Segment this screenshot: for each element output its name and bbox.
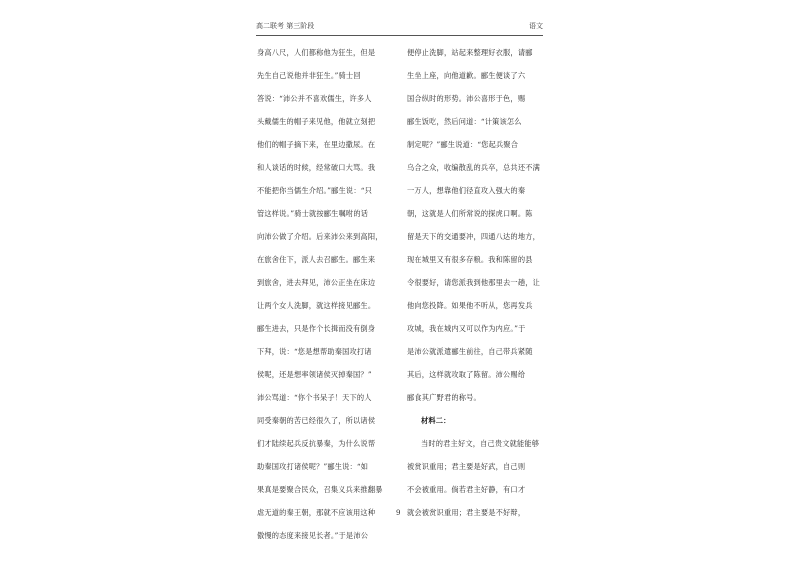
right-text-column [407,41,544,524]
text-line: 国合纵时的形势。沛公喜形于色，赐 [407,94,526,103]
text-line: 侯呢，还是想率领诸侯灭掉秦国？” [257,370,372,379]
text-line: 其后，这样就攻取了陈留。沛公赐给 [407,370,526,379]
text-line: 乌合之众，收编散乱的兵卒，总共还不满 [407,163,540,172]
page-number: 9 [396,509,401,517]
text-line: 在旅舍住下，派人去召郦生。郦生来 [257,255,376,264]
text-line: 是沛公就派遣郦生前往，自己带兵紧随 [407,347,533,356]
text-line: 就会被赏识重用；君主要是不好辩， [407,508,526,517]
text-line: 郦食其广野君的称号。 [407,393,481,402]
text-line: 让两个女人洗脚，就这样接见郦生。 [257,301,376,310]
text-line: 制定呢？”郦生说道：“您起兵聚合 [407,140,519,149]
text-line: 留是天下的交通要冲，四通八达的地方， [407,232,540,241]
text-line: 同受秦朝的苦已经很久了，所以诸侯 [257,416,376,425]
text-line: 身高八尺，人们都称他为狂生，但是 [257,48,376,57]
text-line: 被赏识重用；君主要是好武，自己则 [407,462,526,471]
text-line: 郦生饭吃，然后问道：“计策该怎么 [407,117,522,126]
text-line: 管这样说。”骑士就按郦生嘱咐的话 [257,209,369,218]
text-line: 他向您投降。如果他不听从，您再发兵 [407,301,533,310]
text-line: 先生自己说他并非狂生。”骑士回 [257,71,361,80]
page-header [256,21,543,36]
text-line: 攻城，我在城内又可以作为内应。”于 [407,324,526,333]
header-left-text: 高二联考 第三阶段 [256,22,315,30]
text-line: 现在城里又有很多存粮。我和陈留的县 [407,255,533,264]
text-line: 向沛公做了介绍。后来沛公来到高阳， [257,232,383,241]
text-line: 令很要好，请您派我到他那里去一趟，让 [407,278,540,287]
text-line: 郦生进去，只是作个长揖而没有倒身 [257,324,376,333]
text-line: 到旅舍，进去拜见，沛公正坐在床边 [257,278,376,287]
text-line: 虐无道的秦王朝，那就不应该用这种 [257,508,376,517]
section-heading: 材料二： [421,416,451,425]
text-line: 和人谈话的时候，经常破口大骂。我 [257,163,376,172]
text-line: 果真是要聚合民众，召集义兵来推翻暴 [257,485,383,494]
text-line: 头戴儒生的帽子来见他，他就立刻把 [257,117,376,126]
text-line: 朝，这就是人们所常说的探虎口啊。陈 [407,209,533,218]
text-line: 傲慢的态度来接见长者。”于是沛公 [257,531,369,540]
text-line: 当时的君主好文，自己贵文就能能够 [421,439,540,448]
header-right-text: 语文 [529,22,543,30]
text-line: 便停止洗脚，站起来整理好衣服，请郦 [407,48,533,57]
left-text-column [257,41,394,547]
text-line: 助秦国攻打诸侯呢？”郦生说：“如 [257,462,369,471]
text-line: 沛公骂道：“你个书呆子！天下的人 [257,393,372,402]
text-line: 生坐上座，向他道歉。郦生便谈了六 [407,71,526,80]
text-line: 下拜，说：“您是想帮助秦国攻打诸 [257,347,372,356]
text-line: 答说：“沛公并不喜欢儒生，许多人 [257,94,372,103]
text-line: 们才陆续起兵反抗暴秦，为什么说帮 [257,439,376,448]
text-line: 不能把你当儒生介绍。”郦生说：“只 [257,186,372,195]
text-line: 一万人，想靠他们径直攻入强大的秦 [407,186,526,195]
text-line: 不会被重用。倘若君主好静，有口才 [407,485,526,494]
text-line: 他们的帽子摘下来，在里边撒尿。在 [257,140,376,149]
